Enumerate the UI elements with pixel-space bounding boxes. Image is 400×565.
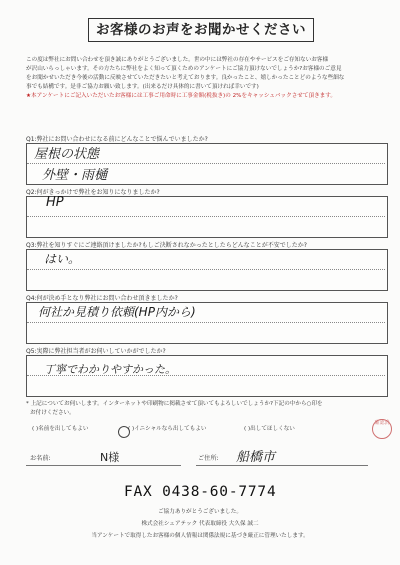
intro-line: をお聞かせいただき今後の活動に反映させていただきたいと考えております。良かったこと、嬉しかったことどのような些細な <box>26 75 345 81</box>
question-5-answer: 丁寧でわかりやすかった。 <box>44 363 176 376</box>
address-underline <box>196 465 368 466</box>
question-1-answer-line-1: 屋根の状態 <box>34 147 100 162</box>
question-5-label: Q5:実際に弊社担当者がお伺いしていかがでしたか? <box>26 348 166 355</box>
consent-option-none[interactable]: ( )出してほしくない <box>244 426 295 432</box>
survey-title: お客様のお声をお聞かせください <box>88 18 314 42</box>
answer-line <box>27 216 385 217</box>
address-value: 船橋市 <box>236 450 276 465</box>
fax-number: FAX 0438-60-7774 <box>124 484 277 500</box>
question-1-answer-line-2: 外壁・雨樋 <box>42 168 108 183</box>
question-3-answer: はい。 <box>44 252 81 266</box>
consent-option-initial[interactable]: ( )イニシャルなら出してもよい <box>128 426 207 432</box>
answer-line <box>27 322 385 323</box>
question-2-label: Q2:何がきっかけで弊社をお知りになりましたか? <box>26 189 160 196</box>
footer-thanks: ご協力ありがとうございました。 <box>158 509 242 515</box>
intro-text <box>26 56 388 101</box>
question-3-answer-box <box>26 249 388 291</box>
answer-line <box>27 269 385 270</box>
address-label: ご住所: <box>198 455 219 462</box>
intro-line: が沢山いらっしゃいます。その方たちに弊社をよく知って頂くためのアンケートにご協力頂けないでしょうか?お客様のご意見 <box>26 66 342 72</box>
question-4-answer: 何社か見積り依頼(HP内から) <box>38 305 196 319</box>
name-value: N様 <box>100 451 120 464</box>
footer-privacy-notice: 当アンケートで取得したお客様の個人情報は関係法規に基づき厳正に管理いたします。 <box>91 533 309 539</box>
question-2-answer: HP <box>46 195 64 210</box>
name-label: お名前: <box>30 455 51 462</box>
consent-text: * 上記についてお伺いします。インターネットや印刷物に掲載させて頂いてもよろしいでしょうか?下記の中から○印を <box>26 401 323 407</box>
question-3-label: Q3:弊社を知りすぐにご連絡頂けましたか?もしご決断されなかったとしたらどんなことが不安でしたか? <box>26 242 307 249</box>
question-1-label: Q1:弊社にお問い合わせになる前にどんなことで悩んでいましたか? <box>26 136 208 143</box>
footer-company: 株式会社シェアテック 代表取締役 大久保 誠二 <box>141 521 259 527</box>
consent-text-2: お付けください。 <box>30 410 75 416</box>
cashback-notice: ★本アンケートにご記入いただいたお客様には工事ご用命時に工事金額(税抜き)の 2%をキャッシュバックさせて頂きます。 <box>26 93 337 99</box>
confirmation-stamp: 確認済 <box>372 419 392 439</box>
name-underline <box>26 465 181 466</box>
consent-option-name[interactable]: ( )名前を出してもよい <box>32 426 89 432</box>
intro-line: この度は弊社にお問い合わせを頂き誠にありがとうございました。世の中には弊社の存在やサービスをご存知ないお客様 <box>26 57 329 63</box>
question-2-answer-box <box>26 196 388 238</box>
question-4-label: Q4:何が決め手となり弊社にお問い合わせ頂きましたか? <box>26 295 178 302</box>
intro-line: 事でも結構です。是非ご協力お願い致します。(出来るだけ具体的に書いて頂ければ幸いです) <box>26 84 259 90</box>
